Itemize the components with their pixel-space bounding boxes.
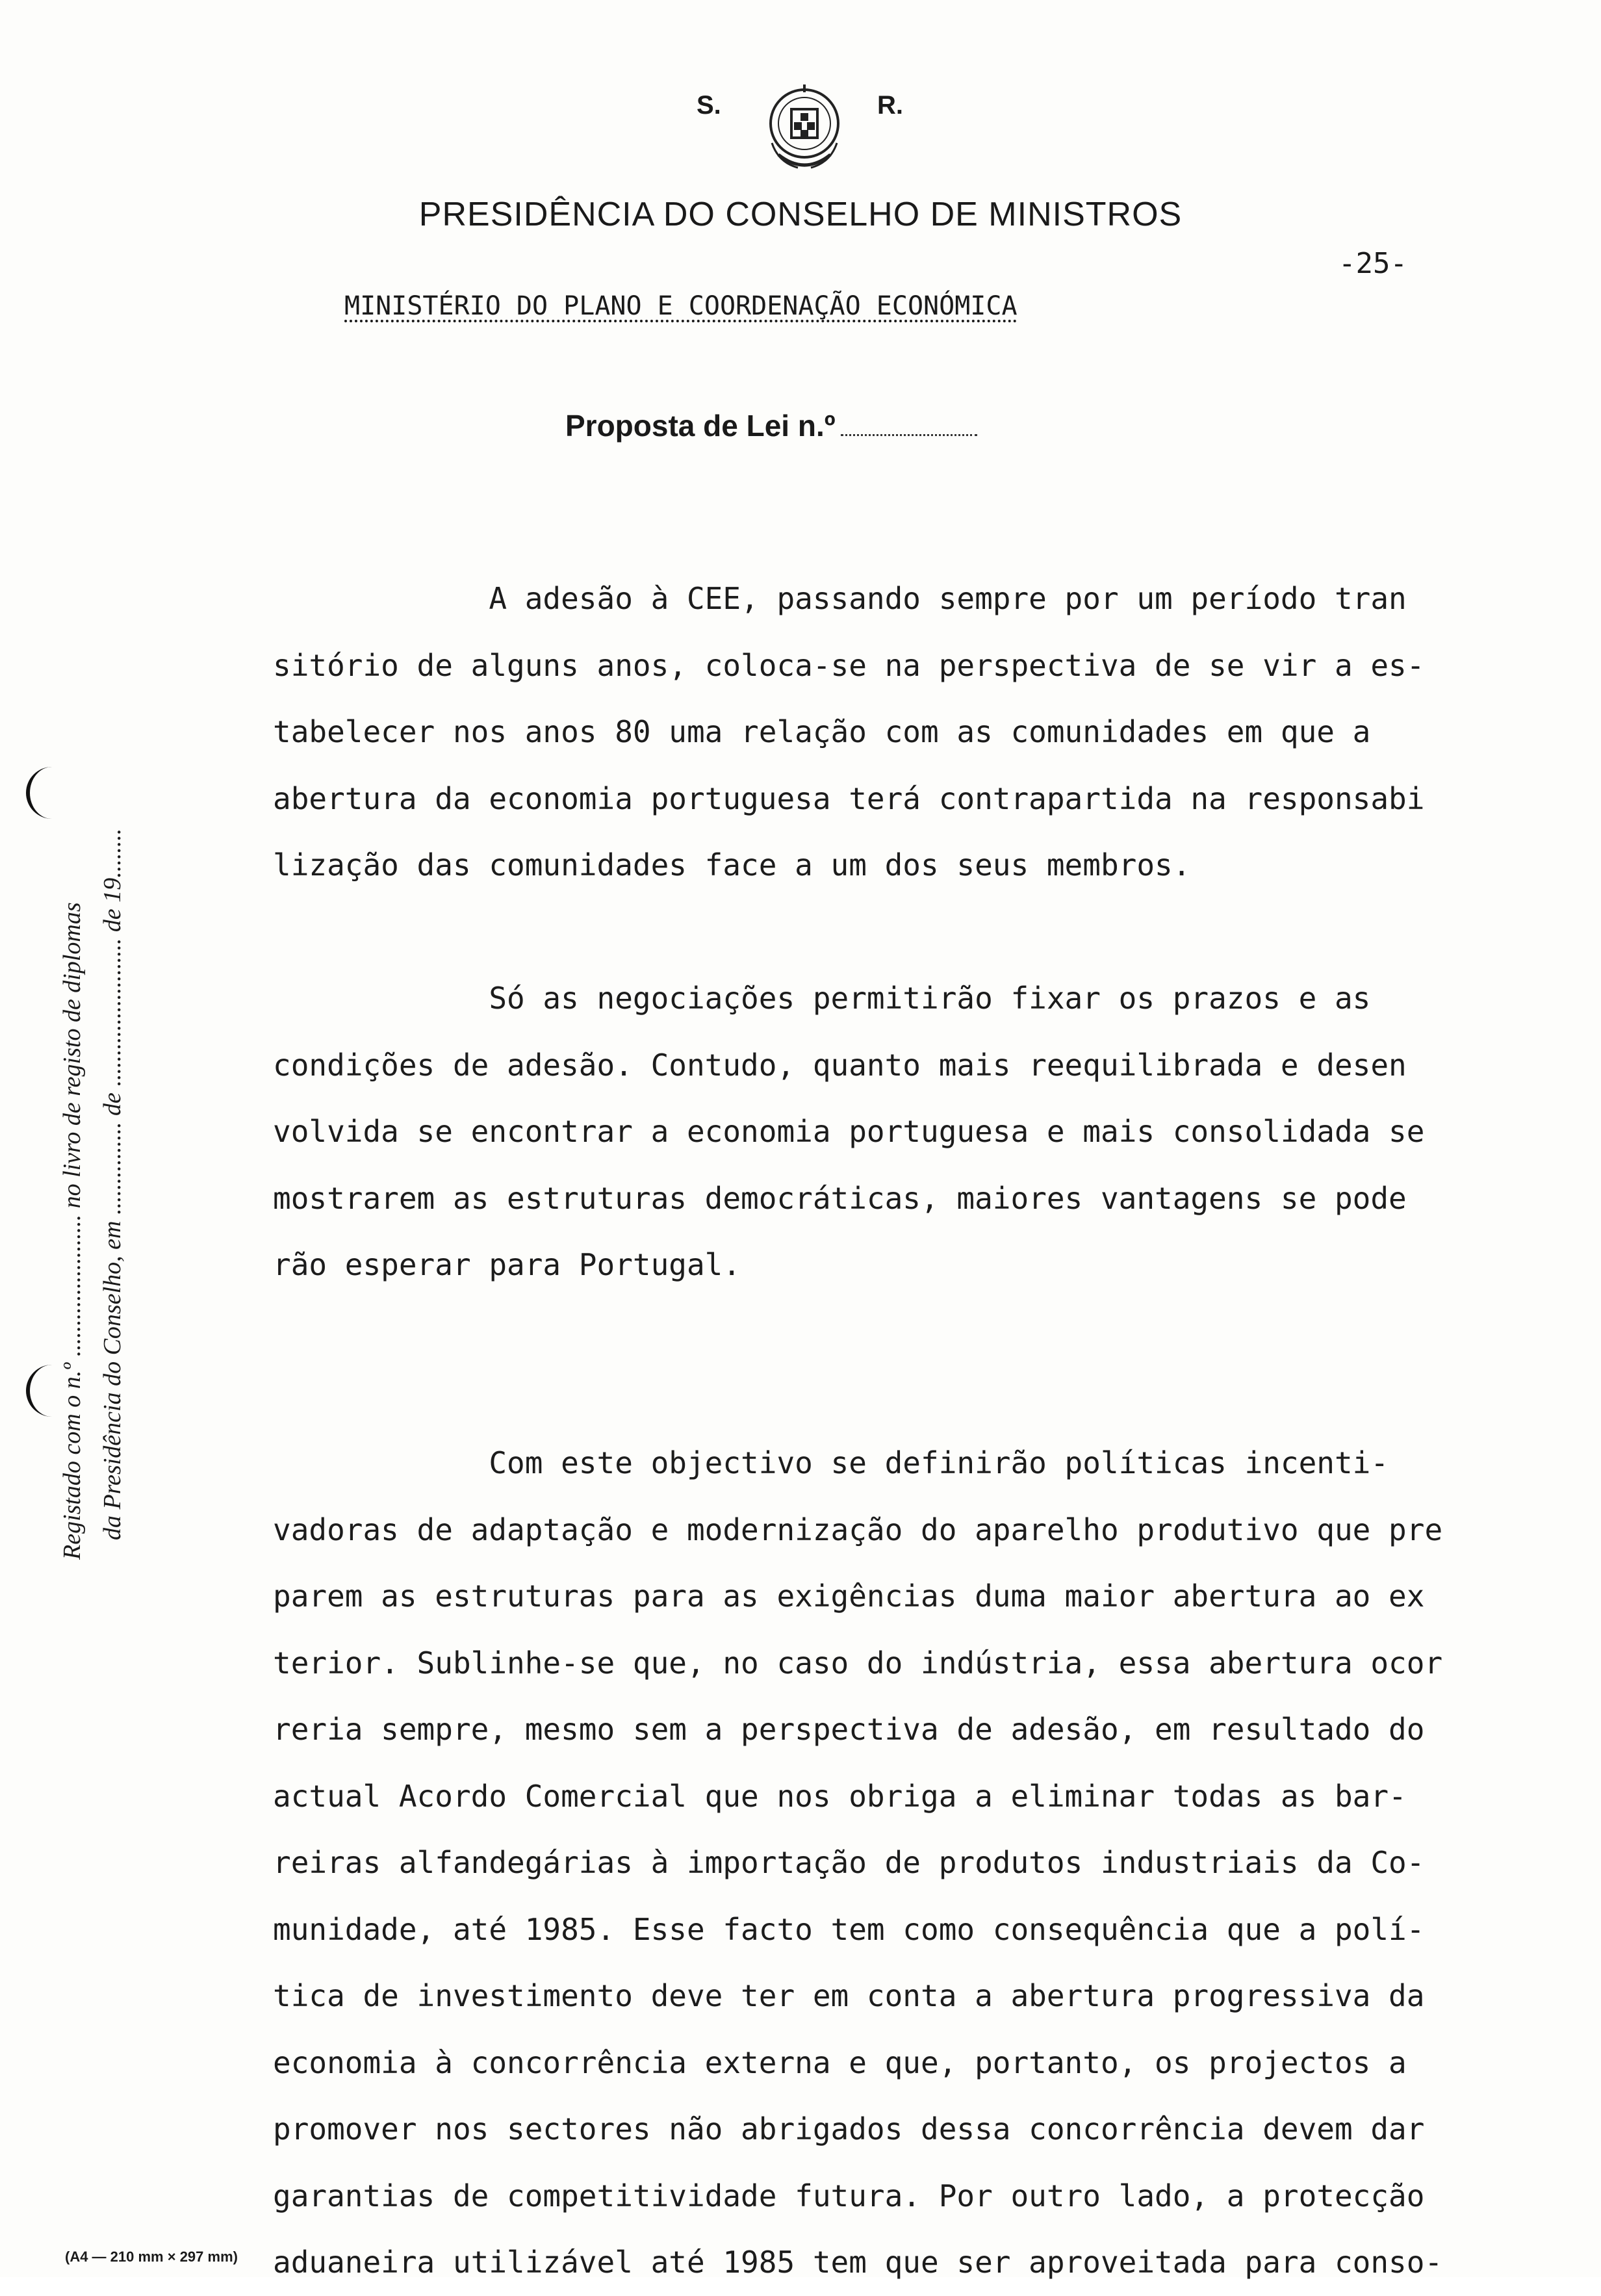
document-body <box>273 565 1546 2296</box>
text-line: reria sempre, mesmo sem a perspectiva de adesão, em resultado do <box>273 1712 1425 1747</box>
side-note-line-2: da Presidência do Conselho, em ............... de ........................ de 19........ <box>99 828 126 1540</box>
text-line: volvida se encontrar a economia portuguesa e mais consolidada se <box>273 1114 1425 1149</box>
text-line: lização das comunidades face a um dos seus membros. <box>273 847 1191 883</box>
coat-of-arms-icon <box>752 78 856 182</box>
ministry-subtitle: MINISTÉRIO DO PLANO E COORDENAÇÃO ECONÓMICA <box>344 291 1018 321</box>
page-number: -25- <box>1338 247 1407 280</box>
registration-side-note <box>52 650 133 1560</box>
text-line: reiras alfandegárias à importação de produtos industriais da Co- <box>273 1845 1425 1880</box>
paragraph-1 <box>273 565 1546 899</box>
text-line: parem as estruturas para as exigências duma maior abertura ao ex <box>273 1579 1425 1614</box>
r-letter: R. <box>877 91 903 120</box>
text-line: Só as negociações permitirão fixar os prazos e as <box>273 981 1371 1016</box>
text-line: abertura da economia portuguesa terá contrapartida na responsabi <box>273 780 1425 816</box>
text-line: Com este objectivo se definirão políticas incenti- <box>273 1445 1389 1480</box>
text-line: condições de adesão. Contudo, quanto mais reequilibrada e desen <box>273 1047 1407 1083</box>
text-line: munidade, até 1985. Esse facto tem como consequência que a polí- <box>273 1911 1425 1947</box>
text-line: mostrarem as estruturas democráticas, maiores vantagens se pode <box>273 1180 1407 1216</box>
text-line: sitório de alguns anos, coloca-se na perspectiva de se vir a es- <box>273 647 1425 683</box>
paragraph-2 <box>273 965 1546 1298</box>
paragraph-gap <box>273 1298 1546 1365</box>
text-line: vadoras de adaptação e modernização do aparelho produtivo que pre <box>273 1512 1443 1547</box>
text-line: aduaneira utilizável até 1985 tem que ser aproveitada para conso- <box>273 2245 1443 2280</box>
proposal-number-blank <box>841 434 977 436</box>
presidency-title: PRESIDÊNCIA DO CONSELHO DE MINISTROS <box>418 196 1183 233</box>
header-emblem-row <box>0 78 1601 182</box>
text-line: A adesão à CEE, passando sempre por um período tran <box>273 581 1407 616</box>
text-line: terior. Sublinhe-se que, no caso do indústria, essa abertura ocor <box>273 1645 1443 1681</box>
paper-format-note: (A4 — 210 mm × 297 mm) <box>65 2249 238 2265</box>
paragraph-3 <box>273 1430 1546 2296</box>
proposal-heading <box>565 408 977 443</box>
text-line: tabelecer nos anos 80 uma relação com as comunidades em que a <box>273 714 1371 749</box>
text-line: garantias de competitividade futura. Por outro lado, a protecção <box>273 2178 1425 2213</box>
text-line: economia à concorrência externa e que, portanto, os projectos a <box>273 2044 1407 2080</box>
text-line: actual Acordo Comercial que nos obriga a eliminar todas as bar- <box>273 1778 1407 1814</box>
s-letter: S. <box>697 91 721 120</box>
text-line: tica de investimento deve ter em conta a abertura progressiva da <box>273 1978 1425 2013</box>
paragraph-gap <box>273 1365 1546 1430</box>
text-line: promover nos sectores não abrigados dessa concorrência devem dar <box>273 2111 1425 2147</box>
text-line: rão esperar para Portugal. <box>273 1247 741 1282</box>
side-note-line-1: Registado com o n.º ....................... no livro de registo de diplomas <box>58 902 86 1560</box>
paragraph-gap <box>273 899 1546 966</box>
proposal-label: Proposta de Lei n.º <box>565 409 836 443</box>
